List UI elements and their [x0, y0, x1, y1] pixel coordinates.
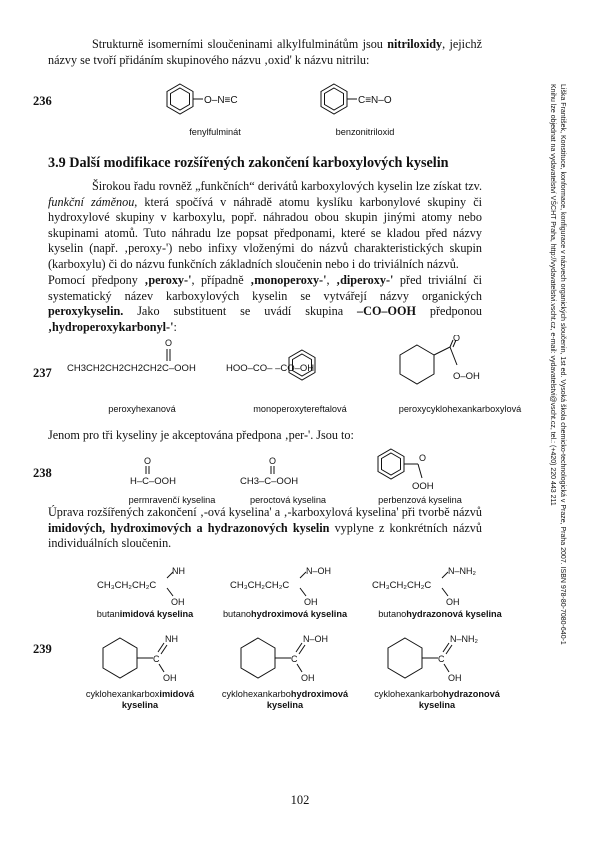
structure-cyklohexankarboximidova [98, 628, 208, 688]
bold-term: peroxykyselin. [48, 304, 124, 319]
intro-paragraph [48, 37, 482, 68]
svg-text:O: O [144, 456, 152, 466]
caption-peroxyhexanova: peroxyhexanová [108, 404, 176, 414]
citation-sidebar [522, 84, 582, 694]
svg-text:N–OH: N–OH [306, 566, 332, 576]
svg-text:CH₃CH₂CH₂C: CH₃CH₂CH₂C [230, 580, 290, 591]
text: , jejichž názvy se tvoří přidáním skupinového názvu ‚oxid' k názvu nitrilu: [48, 37, 482, 67]
svg-text:N–NH₂: N–NH₂ [448, 566, 476, 576]
caption-peroxycyklohexan: peroxycyklohexankarboxylová [398, 404, 522, 414]
caption-fenylfulminat: fenylfulminát [189, 127, 241, 137]
caption-bold: imidová kyselina [119, 609, 194, 619]
paragraph-peroxy [48, 273, 482, 335]
bold-term: –CO–OOH [357, 304, 416, 319]
page-number: 102 [290, 793, 310, 807]
bold-term: nitriloxidy [387, 37, 443, 51]
svg-text:O: O [453, 335, 461, 343]
text: předponou [415, 304, 483, 319]
structure-monoperoxytereftalova [226, 338, 376, 382]
svg-text:O: O [269, 456, 277, 466]
example-number: 238 [33, 466, 52, 480]
svg-text:N–NH₂: N–NH₂ [450, 634, 478, 644]
section-number: 3.9 [48, 155, 66, 171]
caption-bold: imidová [159, 689, 195, 699]
caption-line2: kyselina [121, 700, 159, 710]
bold-term: ‚monoperoxy-' [250, 273, 327, 287]
structure-butanohydroximova [230, 560, 350, 606]
text: vyplyne z konkrétních názvů individuálních sloučenin. [48, 520, 482, 551]
text: , případně [191, 273, 251, 287]
caption-prefix: cyklohexankarbo [374, 689, 444, 699]
text: Pomocí předpony [48, 273, 145, 287]
formula-text: O–OH [453, 371, 480, 382]
bold-term: ‚hydroperoxykarbonyl-' [48, 319, 174, 334]
bold-term: ‚peroxy-' [144, 273, 192, 287]
structure-butanohydrazonova [370, 560, 500, 606]
example-number: 239 [33, 642, 52, 656]
caption-bold: hydrazonová kyselina [406, 609, 502, 619]
formula-text: C≡N–O [358, 95, 392, 106]
svg-text:OH: OH [446, 597, 460, 606]
svg-text:O: O [165, 338, 173, 348]
text: , [326, 273, 337, 287]
bold-term: ‚diperoxy-' [336, 273, 394, 287]
svg-text:OH: OH [171, 597, 185, 606]
structure-peroxycyklohexan [395, 335, 515, 387]
caption-cyklohexankarbohydrazonova [352, 689, 522, 711]
paragraph-functional-replacement [48, 179, 482, 273]
formula-text: CH3–C–OOH [240, 476, 299, 487]
caption-permravenci: permravenčí kyselina [128, 495, 216, 505]
caption-prefix: butano [378, 609, 407, 619]
formula-text: OOH [412, 481, 434, 492]
svg-text:OH: OH [304, 597, 318, 606]
text: Strukturně isomerními sloučeninami alkylfulminátům jsou [92, 37, 388, 51]
text: , která spočívá v náhradě atomu kyslíku karbonylové skupiny či hydroxylové skupiny v karboxylu, popř. náhradou obou skupin jinými atomy nebo skupinami atomů. Tuto náhradu lze popsat předponami, které se kladou před názvy kyselin (např. ‚peroxy-') nebo infixy vloženými do názvů charakteristických skupin (karboxylu) či do názvu funkčních základních sloučenin nebo i do triviálních názvů. [48, 194, 483, 271]
formula-text: HOO–CO– –CO–OH [226, 363, 315, 374]
svg-text:C: C [438, 654, 445, 664]
paragraph-per-prefix: Jenom pro tři kyseliny je akceptována předpona ‚per-'. Jsou to: [48, 428, 354, 442]
svg-text:OH: OH [163, 673, 177, 683]
caption-butanohydroximova [200, 609, 370, 620]
caption-bold: hydroximová kyselina [251, 609, 348, 619]
citation-line: Liška František, Konstituce, konformace, konfigurace v názvech organických sloučenin, 1st ed. Vysoká škola chemicko-technologická v Praze, Praha 2007. ISBN 978-80-7080-640-1 [559, 84, 566, 645]
svg-text:OH: OH [301, 673, 315, 683]
example-number: 237 [33, 366, 52, 380]
structure-permravenci [130, 455, 220, 491]
svg-text:C: C [291, 654, 298, 664]
svg-text:NH: NH [165, 634, 178, 644]
section-title: Další modifikace rozšířených zakončení karboxylových kyselin [69, 155, 449, 171]
caption-cyklohexankarbohydroximova [205, 689, 365, 711]
caption-prefix: cyklohexankarbo [221, 689, 291, 699]
text: Úprava rozšířených zakončení ‚-ová kyselina' a ‚-karboxylová kyselina' při tvorbě názvů [48, 505, 482, 519]
caption-cyklohexankarboximidova [60, 689, 220, 711]
italic-term: funkční záměnou [48, 194, 135, 209]
caption-peroctova: peroctová kyselina [249, 495, 327, 505]
text: Jako substituent se uvádí skupina [123, 304, 358, 319]
caption-line2: kyselina [418, 700, 456, 710]
caption-prefix: cyklohexankarbox [85, 689, 160, 699]
structure-peroxyhexanova [65, 335, 225, 381]
caption-perbenzova: perbenzová kyselina [378, 495, 462, 505]
caption-prefix: butan [96, 609, 120, 619]
text: Širokou řadu rovněž „funkčních“ derivátů karboxylových kyselin lze získat tzv. [92, 179, 482, 193]
text: : [173, 319, 177, 334]
svg-text:N–OH: N–OH [303, 634, 329, 644]
bold-term: imidových, hydroximových a hydrazonových kyselin [48, 520, 330, 535]
paragraph-imidove [48, 505, 482, 552]
example-number: 236 [33, 94, 52, 108]
structure-perbenzova [370, 445, 470, 495]
citation-line: Knihu lze objednat na vydavatelství VŠCHT Praha, http://vydavatelstvi.vscht.cz, e-mail: vydavatelstvi@vscht.cz, tel.: (+420) 220 443 211 [549, 84, 556, 506]
caption-monoperoxytereftalova: monoperoxytereftalová [253, 404, 347, 414]
section-heading [48, 155, 449, 172]
caption-butanimidova [70, 609, 220, 620]
formula-text: H–C–OOH [130, 476, 176, 487]
svg-text:CH₃CH₂CH₂C: CH₃CH₂CH₂C [372, 580, 432, 591]
structure-peroctova [240, 455, 340, 491]
svg-text:NH: NH [172, 566, 185, 576]
caption-prefix: butano [222, 609, 252, 619]
svg-text:C: C [153, 654, 160, 664]
caption-bold: hydroximová [290, 689, 349, 699]
structure-butanimidova [95, 560, 205, 606]
svg-text:CH₃CH₂CH₂C: CH₃CH₂CH₂C [97, 580, 157, 591]
caption-benzonitriloxid: benzonitriloxid [335, 127, 395, 137]
formula-text: O–N≡C [204, 95, 238, 106]
structure-fenylfulminat [158, 80, 298, 124]
formula-text: CH3CH2CH2CH2CH2C–OOH [67, 363, 196, 374]
text: před triviální či systematický název karboxylových kyselin se vytvářejí názvy organických [48, 273, 483, 303]
caption-bold: hydrazonová [443, 689, 500, 699]
structure-cyklohexankarbohydroximova [236, 628, 356, 688]
caption-line2: kyselina [266, 700, 304, 710]
structure-benzonitriloxid [312, 80, 452, 124]
svg-text:OH: OH [448, 673, 462, 683]
structure-cyklohexankarbohydrazonova [383, 628, 508, 688]
caption-butanohydrazonova [355, 609, 525, 620]
svg-text:O: O [419, 453, 427, 463]
